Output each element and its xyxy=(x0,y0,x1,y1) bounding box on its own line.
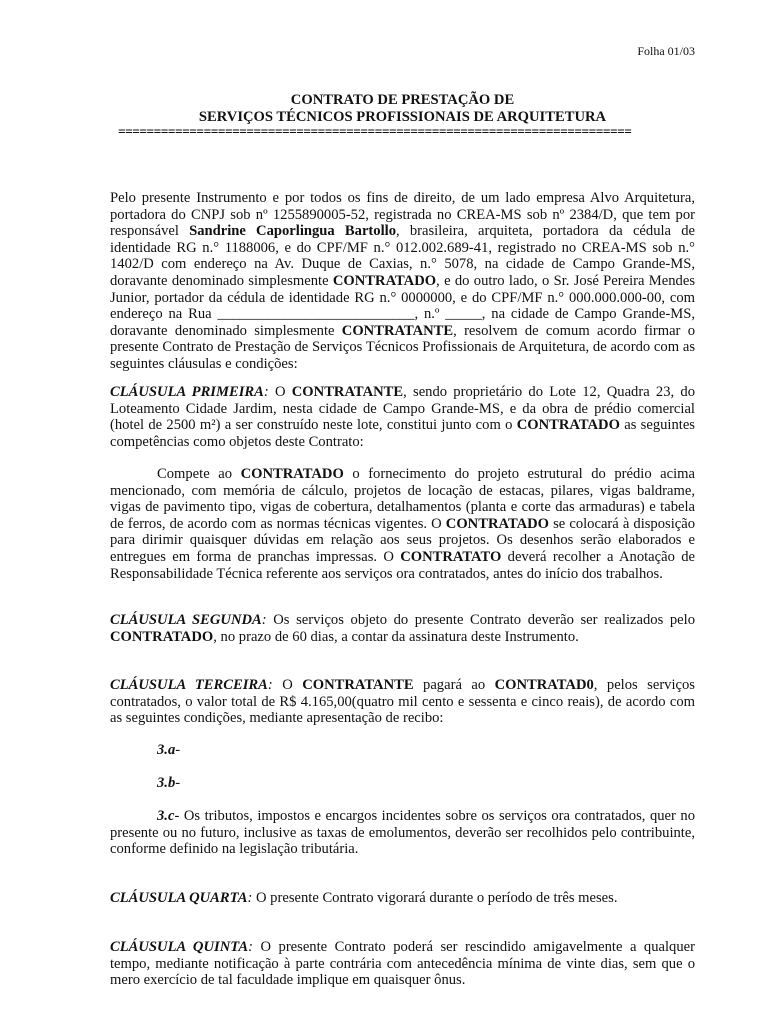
clause-1-colon: : xyxy=(263,384,269,400)
clause-3a-text: - xyxy=(175,742,181,758)
clause-3-text-3: , pelos serviços contratados, o valor total de R$ 4.165,00(quatro mil cento e sessenta e cinco reais), de acordo com as seguintes condições, mediante apresentação de recibo: xyxy=(110,677,695,727)
clause-2-heading: CLÁUSULA SEGUNDA xyxy=(110,612,262,628)
clause-3b-label: 3.b xyxy=(157,775,176,791)
clause-3b-text: - xyxy=(175,775,181,791)
clause-2-colon: : xyxy=(261,612,267,628)
contratante-term: CONTRATANTE xyxy=(341,322,454,339)
clause-1-detail-contratato: CONTRATATO xyxy=(400,548,502,565)
contratado-term: CONTRATADO xyxy=(332,272,437,289)
clause-5-text-1: O presente Contrato poderá ser rescindido amigavelmente a qualquer tempo, mediante notificação à parte contrária com antecedência mínima de vinte dias, sem que o mero exercício de tal faculdade implique em quaisquer ônus. xyxy=(110,939,695,989)
clause-3-paragraph xyxy=(110,677,695,727)
title-line-2: SERVIÇOS TÉCNICOS PROFISSIONAIS DE ARQUITETURA xyxy=(198,108,607,125)
clause-1-detail-contratado-1: CONTRATADO xyxy=(240,466,344,482)
clause-3-colon: : xyxy=(267,677,273,693)
clause-1-detail-contratado-2: CONTRATADO xyxy=(445,515,550,532)
clause-1-detail-text-1: Compete ao xyxy=(157,466,241,482)
clause-1-contratado: CONTRATADO xyxy=(516,417,620,434)
clause-1-text-2: , sendo proprietário do Lote 12, Quadra 23, do Loteamento Cidade Jardim, nesta cidade de Campo Grande-MS, e da obra de prédio comercial (hotel de 2500 m²) a ser construído neste lote, constitui junto com o xyxy=(110,384,695,434)
title-line-1: CONTRATO DE PRESTAÇÃO DE xyxy=(290,92,515,108)
clause-1-detail-text-4: deverá recolher a Anotação de Responsabilidade Técnica referente aos serviços ora contratados, antes do início dos trabalhos. xyxy=(110,548,695,582)
clause-1-paragraph xyxy=(110,384,695,450)
clause-1-detail-paragraph xyxy=(110,466,695,582)
clause-4-paragraph xyxy=(110,890,695,907)
intro-text-2: , brasileira, arquiteta, portadora da cédula de identidade RG n.° 1188006, e do CPF/MF n.° 012.002.689-41, registrado no CREA-MS sob n.° 1402/D com endereço na Av. Duque de Caxias, n.° 5078, na cidade de Campo Grande-MS, doravante denominado simplesmente xyxy=(110,223,695,289)
clause-4-heading: CLÁUSULA QUARTA xyxy=(110,890,248,906)
clause-3b-item xyxy=(110,775,742,792)
clause-3a-label: 3.a xyxy=(157,742,176,758)
document-page xyxy=(110,0,695,1024)
clause-5-paragraph xyxy=(110,939,695,989)
clause-3c-text: - Os tributos, impostos e encargos incidentes sobre os serviços ora contratados, quer no presente ou no futuro, inclusive as taxas de emolumentos, deverão ser recolhidos pelo contribuinte, conforme definido na legislação tributária. xyxy=(110,808,695,858)
clause-3-contratado: CONTRATAD0 xyxy=(494,677,594,693)
contract-title xyxy=(110,92,695,125)
clause-1-detail-text-2: o fornecimento do projeto estrutural do prédio acima mencionado, com memória de cálculo, projetos de locação de estacas, pilares, vigas baldrame, vigas de pavimento tipo, vigas de cobertura, detalhamentos (planta e corte das armaduras) e tabela de ferros, de acordo com as normas técnicas vigentes. O xyxy=(110,466,696,532)
clause-3-text-2: pagará ao xyxy=(413,677,495,693)
clause-5-heading: CLÁUSULA QUINTA xyxy=(110,939,249,955)
clause-3c-item xyxy=(110,808,695,858)
intro-text-1: Pelo presente Instrumento e por todos os fins de direito, de um lado empresa Alvo Arquitetura, portadora do CNPJ sob nº 1255890005-52, registrada no CREA-MS sob nº 2384/D, que tem por responsável xyxy=(110,190,695,240)
clause-2-contratado: CONTRATADO xyxy=(110,628,214,645)
clause-2-text-2: , no prazo de 60 dias, a contar da assinatura deste Instrumento. xyxy=(213,628,579,645)
clause-3-heading: CLÁUSULA TERCEIRA xyxy=(110,677,268,693)
intro-paragraph xyxy=(110,190,695,373)
clause-1-contratante: CONTRATANTE xyxy=(291,384,404,400)
clause-3-text-1: O xyxy=(272,677,303,693)
clause-4-colon: : xyxy=(247,890,253,906)
clause-2-paragraph xyxy=(110,612,695,645)
clause-2-text-1: Os serviços objeto do presente Contrato deverão ser realizados pelo xyxy=(266,612,696,628)
intro-text-4: , resolvem de comum acordo firmar o presente Contrato de Prestação de Serviços Técnicos Profissionais de Arquitetura, de acordo com as seguintes cláusulas e condições: xyxy=(110,322,695,372)
clause-4-text-1: O presente Contrato vigorará durante o período de três meses. xyxy=(252,890,618,906)
responsible-name: Sandrine Caporlingua Bartollo xyxy=(189,223,396,240)
clause-1-text-1: O xyxy=(268,384,292,400)
clause-1-detail-text-3: se colocará à disposição para dirimir quaisquer dúvidas em relação aos seus projetos. Os desenhos serão elaborados e entregues em forma de pranchas impressas. O xyxy=(110,515,696,565)
clause-3c-label: 3.c xyxy=(157,808,175,824)
clause-5-colon: : xyxy=(248,939,253,955)
clause-1-heading: CLÁUSULA PRIMEIRA xyxy=(110,384,264,400)
clause-1-text-3: as seguintes competências como objetos deste Contrato: xyxy=(110,417,695,450)
title-rule: ======================================================================== xyxy=(118,124,632,139)
clause-3a-item xyxy=(110,742,742,759)
intro-text-3: , e do outro lado, o Sr. José Pereira Mendes Junior, portador da cédula de identidade RG n.° 0000000, e do CPF/MF n.° 000.000.000-00, com endereço na Rua ___________________________, n.º _____, na cidade de Campo Grande-MS, doravante denominado simplesmente xyxy=(110,272,696,339)
page-number: Folha 01/03 xyxy=(637,44,695,58)
clause-3-contratante: CONTRATANTE xyxy=(302,677,414,693)
